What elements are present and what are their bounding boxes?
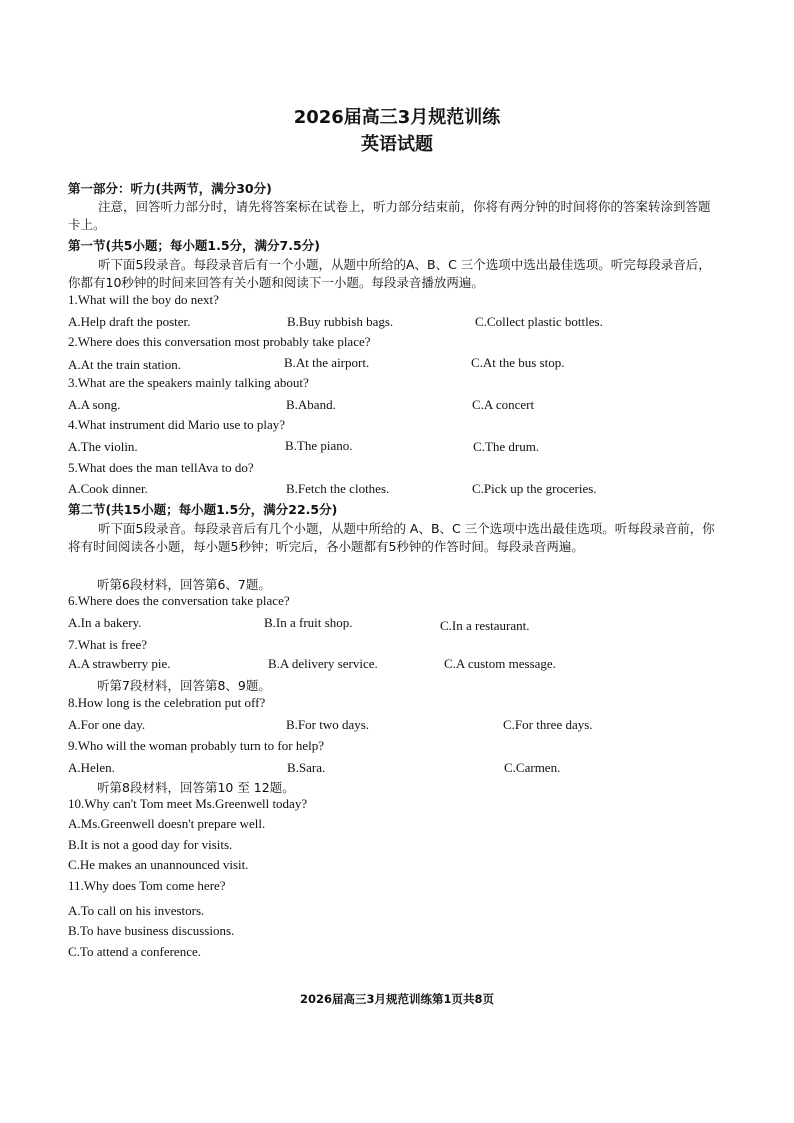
q10-option-a: A.Ms.Greenwell doesn't prepare well.	[68, 816, 266, 831]
q3-option-a: A.A song.	[68, 397, 121, 412]
q9-option-b: B.Sara.	[287, 760, 326, 775]
q6-option-c: C.In a restaurant.	[440, 618, 530, 633]
q7-option-a: A.A strawberry pie.	[68, 656, 171, 671]
q2-option-b: B.At the airport.	[284, 355, 370, 370]
q5-option-c: C.Pick up the groceries.	[472, 481, 597, 496]
question-7: 7.What is free?	[68, 637, 148, 652]
question-3: 3.What are the speakers mainly talking about?	[68, 375, 309, 390]
page-subtitle: 英语试题	[361, 134, 433, 155]
q8-option-c: C.For three days.	[503, 717, 593, 732]
page-footer: 2026届高三3月规范训练第1页共8页	[299, 992, 494, 1006]
q5-option-a: A.Cook dinner.	[68, 481, 148, 496]
q10-option-b: B.It is not a good day for visits.	[68, 837, 233, 852]
q4-option-a: A.The violin.	[68, 439, 138, 454]
part1-heading: 第一部分：听力(共两节，满分30分)	[68, 181, 272, 196]
question-2: 2.Where does this conversation most probably take place?	[68, 334, 371, 349]
q2-option-a: A.At the train station.	[68, 357, 182, 372]
q3-option-c: C.A concert	[472, 397, 535, 412]
question-4: 4.What instrument did Mario use to play?	[68, 417, 285, 432]
q10-option-c: C.He makes an unannounced visit.	[68, 857, 249, 872]
q5-option-b: B.Fetch the clothes.	[286, 481, 390, 496]
q11-option-a: A.To call on his investors.	[68, 903, 205, 918]
question-9: 9.Who will the woman probably turn to for help?	[68, 738, 324, 753]
q7-option-c: C.A custom message.	[444, 656, 556, 671]
part1-note: 注意，回答听力部分时，请先将答案标在试卷上，听力部分结束前，你将有两分钟的时间将你的答案转涂到答题卡上。	[68, 199, 711, 232]
question-10: 10.Why can't Tom meet Ms.Greenwell today?	[68, 796, 308, 811]
q9-option-c: C.Carmen.	[504, 760, 561, 775]
material-6-note: 听第6段材料，回答第6、7题。	[97, 577, 271, 592]
q1-option-c: C.Collect plastic bottles.	[475, 314, 603, 329]
page-title: 2026届高三3月规范训练	[293, 107, 501, 128]
q1-option-a: A.Help draft the poster.	[68, 314, 191, 329]
question-11: 11.Why does Tom come here?	[68, 878, 226, 893]
q8-option-b: B.For two days.	[286, 717, 370, 732]
q1-option-b: B.Buy rubbish bags.	[287, 314, 394, 329]
question-8: 8.How long is the celebration put off?	[68, 695, 266, 710]
section1-heading: 第一节(共5小题；每小题1.5分，满分7.5分)	[68, 238, 320, 253]
material-7-note: 听第7段材料，回答第8、9题。	[97, 678, 271, 693]
q9-option-a: A.Helen.	[68, 760, 115, 775]
question-1: 1.What will the boy do next?	[68, 292, 219, 307]
q11-option-c: C.To attend a conference.	[68, 944, 201, 959]
q7-option-b: B.A delivery service.	[268, 656, 378, 671]
section1-instructions: 听下面5段录音。每段录音后有一个小题，从题中所给的A、B、C 三个选项中选出最佳选项。听完每段录音后，你都有10秒钟的时间来回答有关小题和阅读下一小题。每段录音播放两遍。	[68, 257, 711, 290]
q4-option-b: B.The piano.	[285, 438, 353, 453]
q3-option-b: B.Aband.	[286, 397, 336, 412]
q4-option-c: C.The drum.	[473, 439, 540, 454]
section2-heading: 第二节(共15小题；每小题1.5分，满分22.5分)	[68, 502, 338, 517]
q6-option-b: B.In a fruit shop.	[264, 615, 353, 630]
q11-option-b: B.To have business discussions.	[68, 923, 235, 938]
q6-option-a: A.In a bakery.	[68, 615, 142, 630]
q8-option-a: A.For one day.	[68, 717, 146, 732]
q2-option-c: C.At the bus stop.	[471, 355, 565, 370]
question-5: 5.What does the man tellAva to do?	[68, 460, 254, 475]
material-8-note: 听第8段材料，回答第10 至 12题。	[97, 780, 295, 795]
section2-instructions: 听下面5段录音。每段录音后有几个小题，从题中所给的 A、B、C 三个选项中选出最佳选项。听每段录音前，你将有时间阅读各小题，每小题5秒钟；听完后，各小题都有5秒钟的作答时间。每段录音两遍。	[68, 521, 715, 554]
question-6: 6.Where does the conversation take place?	[68, 593, 290, 608]
